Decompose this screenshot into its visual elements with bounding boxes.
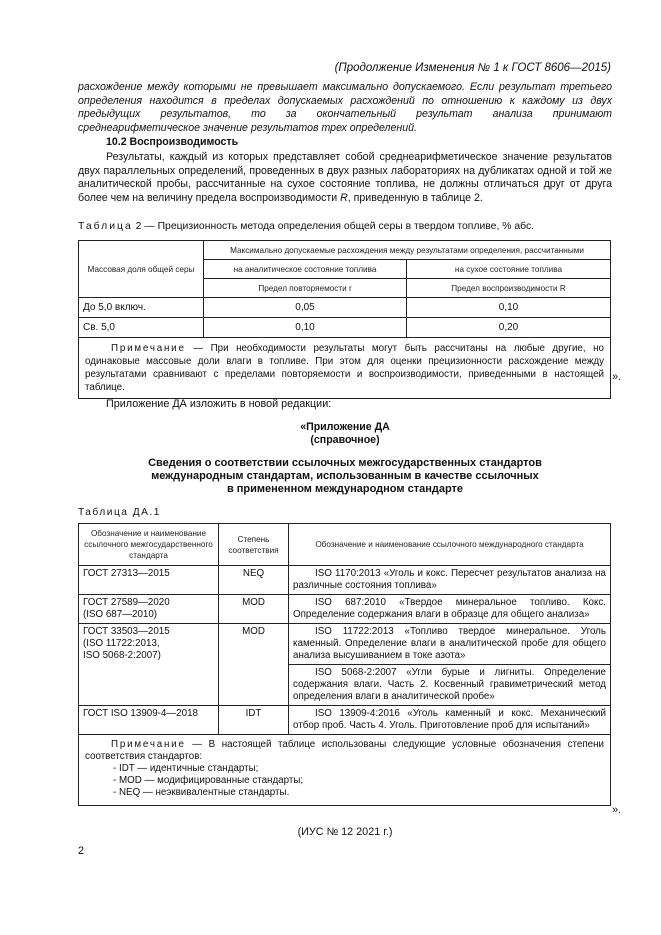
tda-gost: ГОСТ 27589—2020 (ISO 687—2010) (79, 595, 219, 624)
tda-degree: NEQ (219, 566, 289, 595)
tda-note-main (85, 739, 604, 763)
t2-note-text: — При необходимости результаты могут быть рассчитаны на любые другие, но одинаковые массовые доли влаги в топливе. При этом для оценки прецизионности расхождение между результатами сравнивают с пределами повторяемости и воспроизводимости, приведенными в настоящей таблице. (85, 343, 604, 393)
t2-row-r: 0,10 (204, 318, 407, 338)
tda-note-label: Примечание (111, 739, 186, 750)
t2-limit-reproducibility: Предел воспроизводимости R (407, 279, 611, 298)
correspondence-table (78, 523, 611, 806)
table-row (79, 624, 611, 665)
tda-iso: ISO 687:2010 «Твердое минеральное топливо. Кокс. Определение содержания влаги в образце для общего анализа» (289, 595, 611, 624)
appendix-heading-2: международным стандартам, использованным в качестве ссылочных (151, 470, 539, 482)
table-row (79, 566, 611, 595)
t2-row-label: Св. 5,0 (79, 318, 204, 338)
section-text-2: , приведенную в таблице 2. (347, 191, 483, 204)
table-row (79, 298, 611, 318)
tda-gost: ГОСТ 27313—2015 (79, 566, 219, 595)
t2-row-R: 0,20 (407, 318, 611, 338)
t2-subheader-analytical: на аналитическое состояние топлива (204, 260, 407, 279)
tda-iso: ISO 1170:2013 «Уголь и кокс. Пересчет результатов анализа на различные состояния топлива» (289, 566, 611, 595)
tda-degree: MOD (219, 595, 289, 624)
section-text-1: Результаты, каждый из которых представляет собой среднеарифметическое значение результатов двух параллельных определений, проведенных в двух разных лабораториях на дубликатах одной и той же аналитической пробы, рассчитанные на сухое состояние топлива, не должны отличаться друг от друга более чем на величину предела воспроизводимости (78, 151, 612, 204)
tda-note (79, 735, 611, 806)
t2-closing-quote: ». (612, 371, 622, 383)
t2-row-r: 0,05 (204, 298, 407, 318)
appendix-subtitle: (справочное) (310, 434, 380, 446)
appendix-heading-1: Сведения о соответствии ссылочных межгосударственных стандартов (148, 457, 542, 469)
appendix-heading-3: в примененном международном стандарте (226, 483, 464, 495)
tda-note-item: - IDT — идентичные стандарты; (113, 763, 259, 774)
appendix-title: «Приложение ДА (300, 421, 390, 433)
table-row (79, 318, 611, 338)
t2-col1-header: Массовая доля общей серы (79, 241, 204, 298)
tda-note-item: - MOD — модифицированные стандарты; (113, 775, 304, 786)
section-text-r: R (340, 191, 348, 204)
table2-caption-label: Таблица (78, 221, 133, 232)
tda-note-text: — В настоящей таблице использованы следующие условные обозначения степени соответствия стандартов: (85, 739, 604, 762)
t2-note (79, 338, 611, 399)
appendix-intro: Приложение ДА изложить в новой редакции: (106, 398, 332, 410)
page-header: (Продолжение Изменения № 1 к ГОСТ 8606—2015) (334, 62, 611, 74)
table2-caption-text: 2 — Прецизионность метода определения общей серы в твердом топливе, % абс. (135, 221, 535, 232)
t2-limit-repeatability: Предел повторяемости r (204, 279, 407, 298)
ius-reference: (ИУС № 12 2021 г.) (297, 826, 393, 838)
table-row (79, 595, 611, 624)
tda-degree: MOD (219, 624, 289, 706)
section-title: 10.2 Воспроизводимость (106, 136, 239, 148)
section-paragraph (78, 151, 612, 205)
intro-paragraph: расхождение между которыми не превышает максимально допускаемого. Если результат третьего определения находится в пределах допускаемых расхождений по отношению к каждому из двух предыдущих результатов, то за окончательный результат анализа принимают среднеарифметическое значение результатов трех определений. (78, 81, 612, 134)
tda-gost: ГОСТ 33503—2015 (ISO 11722:2013, ISO 5068-2:2007) (79, 624, 219, 706)
t2-note-label: Примечание (111, 343, 186, 354)
tda-note-item: - NEQ — неэквивалентные стандарты. (113, 787, 290, 798)
tda-caption: Таблица ДА.1 (78, 507, 161, 518)
tda-header-gost: Обозначение и наименование ссылочного межгосударственного стандарта (79, 524, 219, 566)
t2-row-label: До 5,0 включ. (79, 298, 204, 318)
table2-caption (78, 221, 534, 232)
precision-table (78, 240, 611, 399)
tda-degree: IDT (219, 706, 289, 735)
page-number: 2 (78, 845, 85, 857)
tda-iso: ISO 13909-4:2016 «Уголь каменный и кокс. Механический отбор проб. Часть 4. Уголь. Приготовление проб для испытаний» (289, 706, 611, 735)
tda-closing-quote: ». (612, 804, 622, 816)
table-row (79, 706, 611, 735)
tda-iso: ISO 11722:2013 «Топливо твердое минеральное. Уголь каменный. Определение влаги в аналитической пробе для общего анализа высушиванием в токе азота» (289, 624, 611, 665)
tda-header-iso: Обозначение и наименование ссылочного международного стандарта (289, 524, 611, 566)
t2-subheader-dry: на сухое состояние топлива (407, 260, 611, 279)
tda-header-degree: Степень соответствия (219, 524, 289, 566)
t2-top-header: Максимально допускаемые расхождения между результатами определения, рассчитанными (204, 241, 611, 260)
tda-gost: ГОСТ ISO 13909-4—2018 (79, 706, 219, 735)
t2-row-R: 0,10 (407, 298, 611, 318)
tda-iso-2: ISO 5068-2:2007 «Угли бурые и лигниты. Определение содержания влаги. Часть 2. Косвенный гравиметрический метод определения влаги в аналитической пробе» (289, 665, 611, 706)
